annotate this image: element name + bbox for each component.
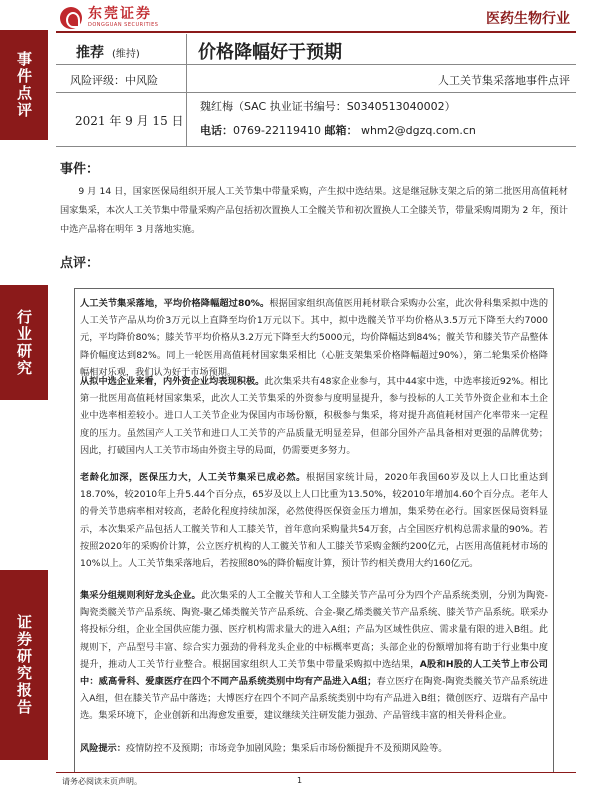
industry-label: 医药生物行业 [486, 11, 570, 27]
rating-sub: (维持) [112, 49, 140, 60]
header-divider [56, 31, 576, 33]
footer-divider [56, 772, 576, 773]
footer-note: 请务必阅读末页声明。 [62, 777, 142, 786]
phone-label: 电话： [200, 124, 233, 137]
comment-paragraph-4: 集采分组规则利好龙头企业。此次集采的人工全髋关节和人工全膝关节产品可分为四个产品系统类别，分别为陶瓷-陶瓷类髋关节产品系统、陶瓷-聚乙烯类髋关节产品系统、合金-聚乙烯类髋关节产品系统、膝关节产品系统。联采办将投标分组，企业全国供应能力强、医疗机构需求量大的进入A组；产品为区域性供应、需求量有限的进入B组。此规则下，产品型号丰富、综合实力强劲的骨科龙头企业的中标概率更高；头部企业的份额增加将有助于行业集中度提升，推动人工关节行业整合。根据国家组织人工关节集中带量采购拟中选结果，A股和H股的人工关节上市公司中：威高骨科、爱康医疗在四个不同产品系统类别中均有产品进入A组；春立医疗在陶瓷-陶瓷类髋关节产品系统进入A组，但在膝关节产品中落选；大博医疗在四个不同产品系统类别中均有产品进入B组；微创医疗、迈瑞有产品中选。集采环境下，企业创新和出海愈发重要，建议继续关注研发能力强劲、产品管线丰富的相关骨科企业。 [80, 590, 548, 722]
email-value: whm2@dgzq.com.cn [360, 124, 476, 137]
brand-name-en: DONGGUAN SECURITIES [88, 22, 159, 28]
contact-info [200, 122, 476, 138]
comment-paragraph-2: 从拟中选企业来看，内外资企业均表现积极。此次集采共有48家企业参与，其中44家中选，中选率接近92%。相比第一批医用高值耗材国家集采，此次人工关节集采的外资参与度明显提升，参与投标的人工关节外资企业和本土企业中选率相差较小。进口人工关节企业为保国内市场份额，积极参与集采，将对提升高值耗材国产化率带来一定程度的压力。虽然国产人工关节和进口人工关节的产品质量无明显差异，但部分国外产品具备相对更强的品牌优势；因此，打破国内人工关节市场由外资主导的局面，仍需要更多努力。 [80, 376, 548, 456]
rating-main: 推荐 [76, 45, 104, 61]
brand-logo [60, 4, 158, 32]
comment-paragraph-3: 老龄化加深，医保压力大，人工关节集采已成必然。根据国家统计局，2020年我国60岁及以上人口比重达到18.70%，较2010年上升5.44个百分点，65岁及以上人口比重为13.50%，较2010年增加4.60个百分点。老年人的骨关节患病率相对较高，老龄化程度持续加深，必然使得医保资金压力增加，集采势在必行。国家医保局资料显示，本次集采产品包括人工髋关节和人工膝关节，首年意向采购量共54万套，占全国医疗机构总需求量的90%。若按照2020年的采购价计算，公立医疗机构的人工髋关节和人工膝关节采购金额约200亿元，占医用高值耗材市场的10%以上。人工关节集采落地后，若按照80%的降价幅度计算，预计节约相关费用大约160亿元。 [80, 472, 548, 570]
side-tab-report: 证券研究报告 [0, 570, 48, 760]
comment-heading: 点评： [60, 256, 100, 271]
side-tab-industry: 行业研究 [0, 285, 48, 400]
report-date: 2021 年 9 月 15 日 [75, 114, 184, 128]
side-tab-event: 事件点评 [0, 30, 48, 140]
event-heading: 事件： [60, 162, 100, 177]
divider [56, 92, 576, 93]
analyst-info: 魏红梅（SAC 执业证书编号：S0340513040002） [200, 100, 456, 113]
phone-value: 0769-22119410 [233, 124, 321, 137]
comment-paragraph-1: 人工关节集采落地，平均价格降幅超过80%。根据国家组织高值医用耗材联合采购办公室，此次骨科集采拟中选的人工关节产品从均价3万元以上直降至均价1万元以下。其中，拟中选髋关节平均价格从3.5万元下降至大约7000元，平均降价80%；膝关节平均价格从3.2万元下降至大约5000元，均价降幅达到84%；髋关节和膝关节产品整体降价幅度达到82%。同上一轮医用高值耗材国家集采相比（心脏支架集采价格降幅超过90%），第二轮集采价格降幅相对乐观，我们认为好于市场预期。 [80, 298, 549, 378]
report-title: 价格降幅好于预期 [198, 42, 342, 63]
email-label: 邮箱： [324, 124, 358, 137]
report-subtitle: 人工关节集采落地事件点评 [438, 74, 570, 87]
event-text: 9 月 14 日，国家医保局组织开展人工关节集中带量采购，产生拟中选结果。这是继冠脉支架之后的第二批医用高值耗材国家集采，本次人工关节集中带量采购产品包括初次置换人工全髋关节和初次置换人工全膝关节，带量采购周期为 2 年，预计中选产品将在明年 3 月落地实施。 [60, 186, 568, 235]
risk-warning: 风险提示：疫情防控不及预期；市场竞争加剧风险；集采后市场份额提升不及预期风险等。 [80, 743, 448, 754]
rating [76, 42, 140, 62]
vertical-divider [186, 34, 187, 146]
divider [56, 146, 576, 147]
logo-icon [60, 7, 82, 29]
page-number: 1 [297, 776, 303, 785]
brand-name-cn: 东莞证券 [88, 6, 152, 22]
risk-rating: 风险评级：中风险 [70, 74, 158, 87]
divider [56, 64, 576, 65]
